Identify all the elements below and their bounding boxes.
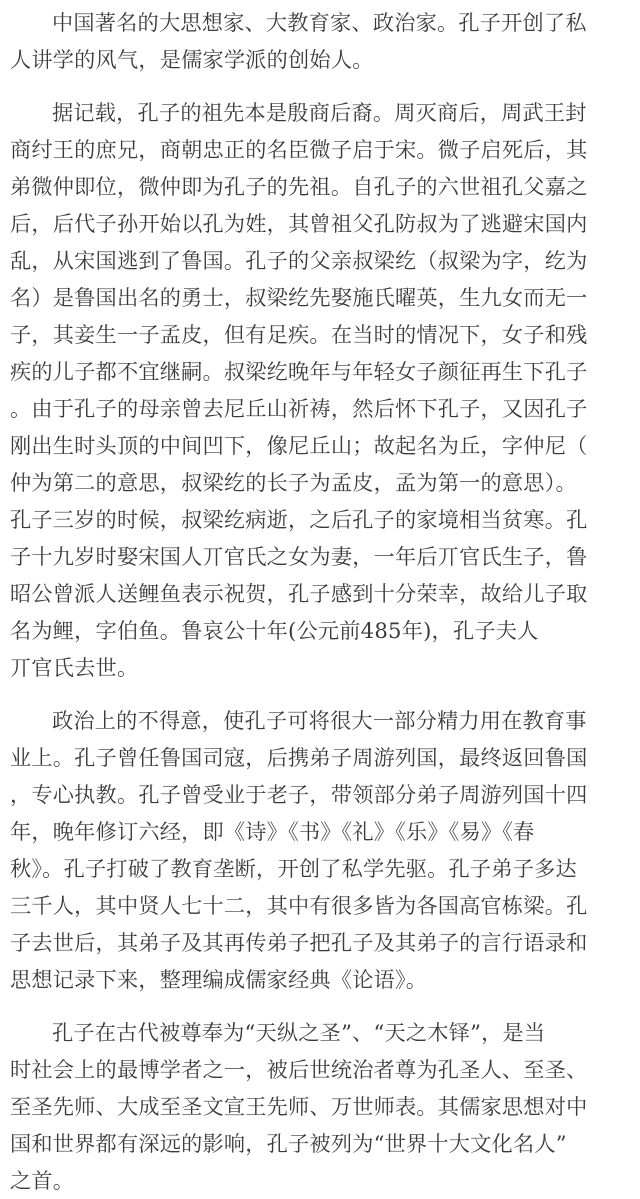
- text-line: 疾的儿子都不宜继嗣。叔梁纥晚年与年轻女子颜征再生下孔子: [10, 359, 588, 384]
- paragraph-1: [10, 4, 630, 78]
- text-line: 业上。孔子曾任鲁国司寇，后携弟子周游列国，最终返回鲁国: [10, 745, 588, 770]
- paragraph-3: [10, 702, 630, 998]
- text-line: 中国著名的大思想家、大教育家、政治家。孔子开创了私: [52, 10, 587, 35]
- text-line: 子去世后，其弟子及其再传弟子把孔子及其弟子的言行语录和: [10, 930, 588, 955]
- text-line: 昭公曾派人送鲤鱼表示祝贺，孔子感到十分荣幸，故给儿子取: [10, 581, 588, 606]
- text-line: 丌官氏去世。: [10, 655, 139, 680]
- text-line: 政治上的不得意，使孔子可将很大一部分精力用在教育事: [52, 708, 587, 733]
- text-line: 刚出生时头顶的中间凹下，像尼丘山；故起名为丘，字仲尼（: [10, 433, 588, 458]
- text-line: 至圣先师、大成至圣文宣王先师、万世师表。其儒家思想对中: [10, 1094, 588, 1119]
- text-line: 三千人，其中贤人七十二，其中有很多皆为各国高官栋梁。孔: [10, 893, 588, 918]
- text-line: 年，晚年修订六经，即《诗》《书》《礼》《乐》《易》《春: [10, 819, 535, 844]
- text-line: 乱，从宋国逃到了鲁国。孔子的父亲叔梁纥（叔梁为字，纥为: [10, 248, 588, 273]
- text-line: 子十九岁时娶宋国人丌官氏之女为妻，一年后丌官氏生子，鲁: [10, 544, 588, 569]
- text-line: 国和世界都有深远的影响，孔子被列为“世界十大文化名人”: [10, 1131, 567, 1156]
- text-line: ，专心执教。孔子曾受业于老子，带领部分弟子周游列国十四: [10, 782, 588, 807]
- text-line: 孔子在古代被尊奉为“天纵之圣”、“天之木铎”，是当: [52, 1020, 546, 1045]
- text-line: 时社会上的最博学者之一，被后世统治者尊为孔圣人、至圣、: [10, 1057, 588, 1082]
- text-line: 后，后代子孙开始以孔为姓，其曾祖父孔防叔为了逃避宋国内: [10, 211, 588, 236]
- text-line: 。由于孔子的母亲曾去尼丘山祈祷，然后怀下孔子，又因孔子: [10, 396, 588, 421]
- paragraph-4: [10, 1014, 630, 1199]
- text-line: 人讲学的风气，是儒家学派的创始人。: [10, 47, 374, 72]
- text-line: 名）是鲁国出名的勇士，叔梁纥先娶施氏曜英，生九女而无一: [10, 285, 588, 310]
- text-line: 据记载，孔子的祖先本是殷商后裔。周灭商后，周武王封: [52, 100, 587, 125]
- text-line: 仲为第二的意思，叔梁纥的长子为孟皮，孟为第一的意思）。: [10, 470, 577, 495]
- text-line: 之首。: [10, 1168, 75, 1193]
- text-line: 弟微仲即位，微仲即为孔子的先祖。自孔子的六世祖孔父嘉之: [10, 174, 588, 199]
- text-line: 秋》。孔子打破了教育垄断，开创了私学先驱。孔子弟子多达: [10, 856, 577, 881]
- text-line: 孔子三岁的时候，叔梁纥病逝，之后孔子的家境相当贫寒。孔: [10, 507, 588, 532]
- text-line: 子，其妾生一子孟皮，但有足疾。在当时的情况下，女子和残: [10, 322, 588, 347]
- paragraph-2: [10, 94, 630, 686]
- text-line: 思想记录下来，整理编成儒家经典《论语》。: [10, 967, 428, 992]
- text-line: 商纣王的庶兄，商朝忠正的名臣微子启于宋。微子启死后，其: [10, 137, 588, 162]
- text-line: 名为鲤，字伯鱼。鲁哀公十年(公元前485年)，孔子夫人: [10, 618, 539, 643]
